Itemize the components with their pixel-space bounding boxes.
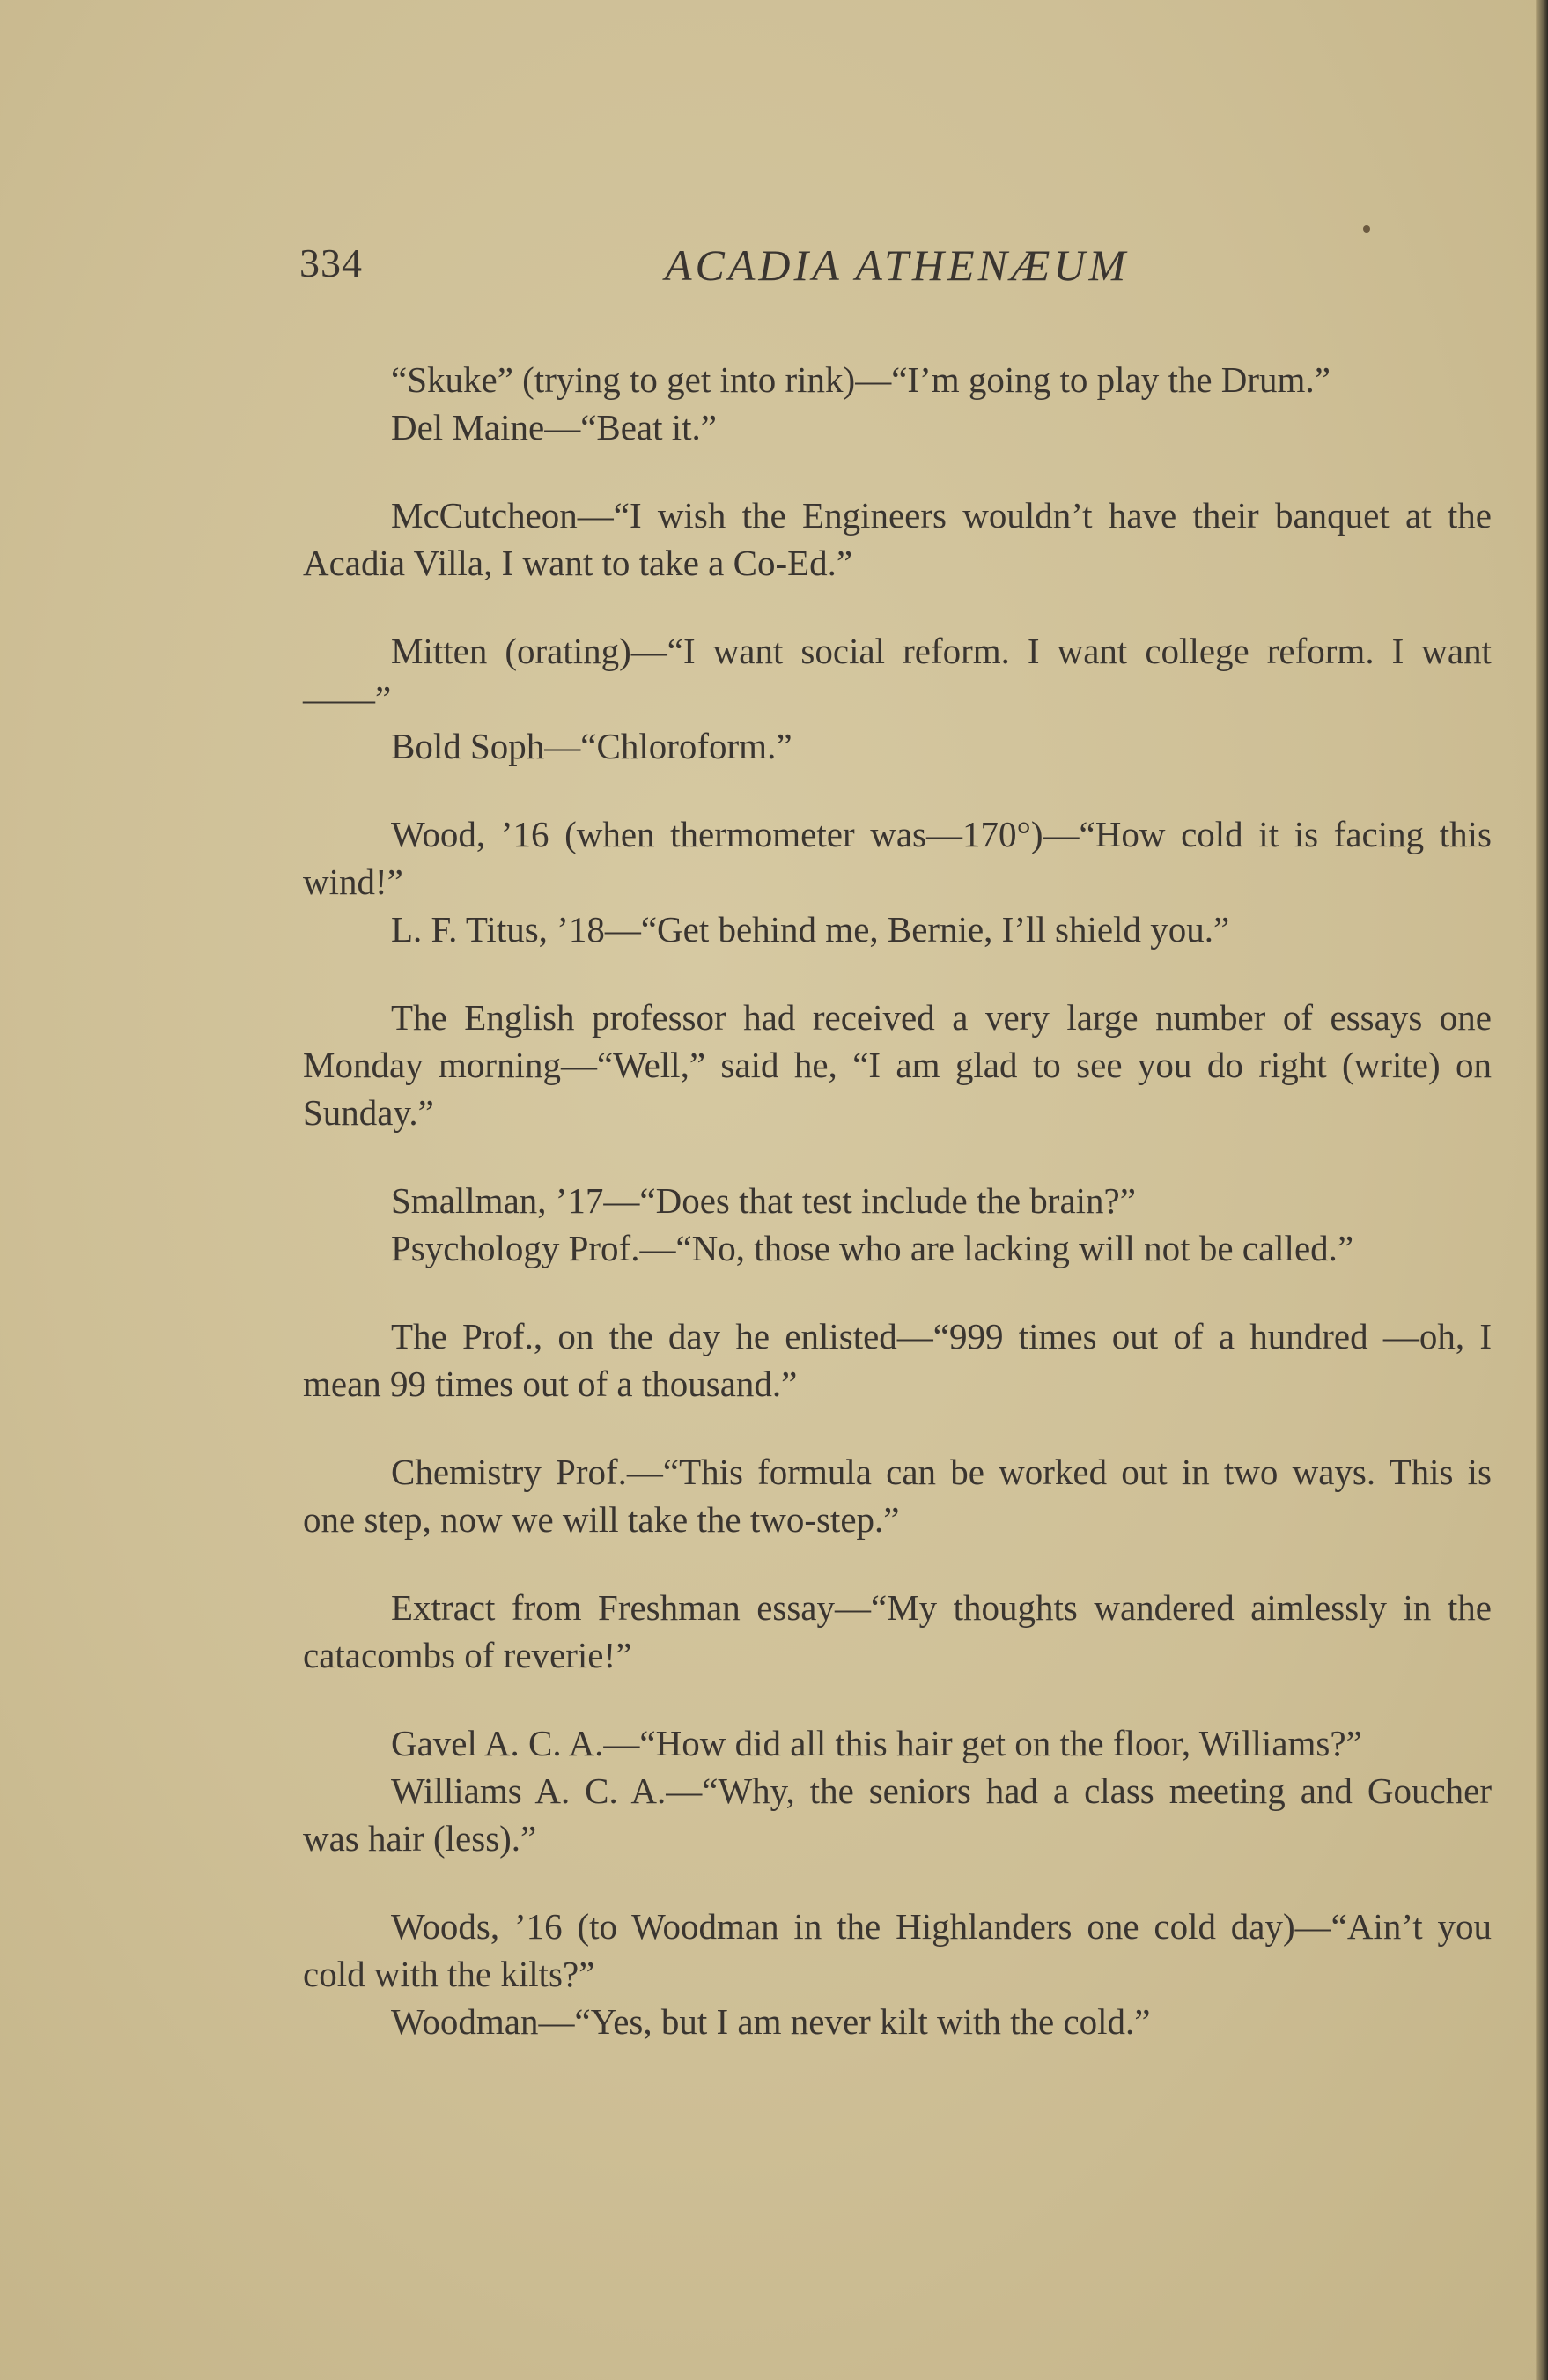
page-header [299, 240, 1215, 301]
paragraph: The English professor had received a very large number of essays one Monday morning—“Well,” said he, “I am glad to see you do right (write) on Sunday.” [303, 997, 1492, 1133]
paragraph: “Skuke” (trying to get into rink)—“I’m going to play the Drum.” [391, 359, 1331, 400]
paragraph: Smallman, ’17—“Does that test include the brain?” [391, 1180, 1136, 1221]
paragraph: Gavel A. C. A.—“How did all this hair get on the floor, Williams?” [391, 1723, 1362, 1763]
paragraph: Woods, ’16 (to Woodman in the Highlanders one cold day)—“Ain’t you cold with the kilts?” [303, 1906, 1492, 1994]
page-body [303, 356, 1492, 2045]
paragraph: Psychology Prof.—“No, those who are lacking will not be called.” [391, 1228, 1354, 1268]
paragraph: L. F. Titus, ’18—“Get behind me, Bernie, I’ll shield you.” [391, 909, 1230, 950]
paragraph: Del Maine—“Beat it.” [391, 407, 718, 447]
page-number: 334 [299, 240, 363, 285]
paragraph: Woodman—“Yes, but I am never kilt with the cold.” [391, 2001, 1151, 2042]
paragraph: Mitten (orating)—“I want social reform. I want college reform. I want——” [303, 631, 1492, 719]
scan-speck [1363, 225, 1370, 233]
paragraph: Williams A. C. A.—“Why, the seniors had a class meeting and Goucher was hair (less).” [303, 1770, 1492, 1859]
running-title: ACADIA ATHENÆUM [665, 240, 1130, 290]
paragraph: The Prof., on the day he enlisted—“999 times out of a hundred —oh, I mean 99 times out of a thousand.” [303, 1316, 1492, 1404]
paragraph: Chemistry Prof.—“This formula can be worked out in two ways. This is one step, now we will take the two-step.” [303, 1452, 1492, 1540]
paragraph: Bold Soph—“Chloroform.” [391, 726, 792, 766]
paragraph: Extract from Freshman essay—“My thoughts wandered aimlessly in the catacombs of reverie!” [303, 1587, 1492, 1675]
page-edge-shadow [1536, 0, 1548, 2380]
paragraph: McCutcheon—“I wish the Engineers wouldn’t have their banquet at the Acadia Villa, I want to take a Co-Ed.” [303, 495, 1492, 583]
paragraph: Wood, ’16 (when thermometer was—170°)—“How cold it is facing this wind!” [303, 814, 1492, 902]
